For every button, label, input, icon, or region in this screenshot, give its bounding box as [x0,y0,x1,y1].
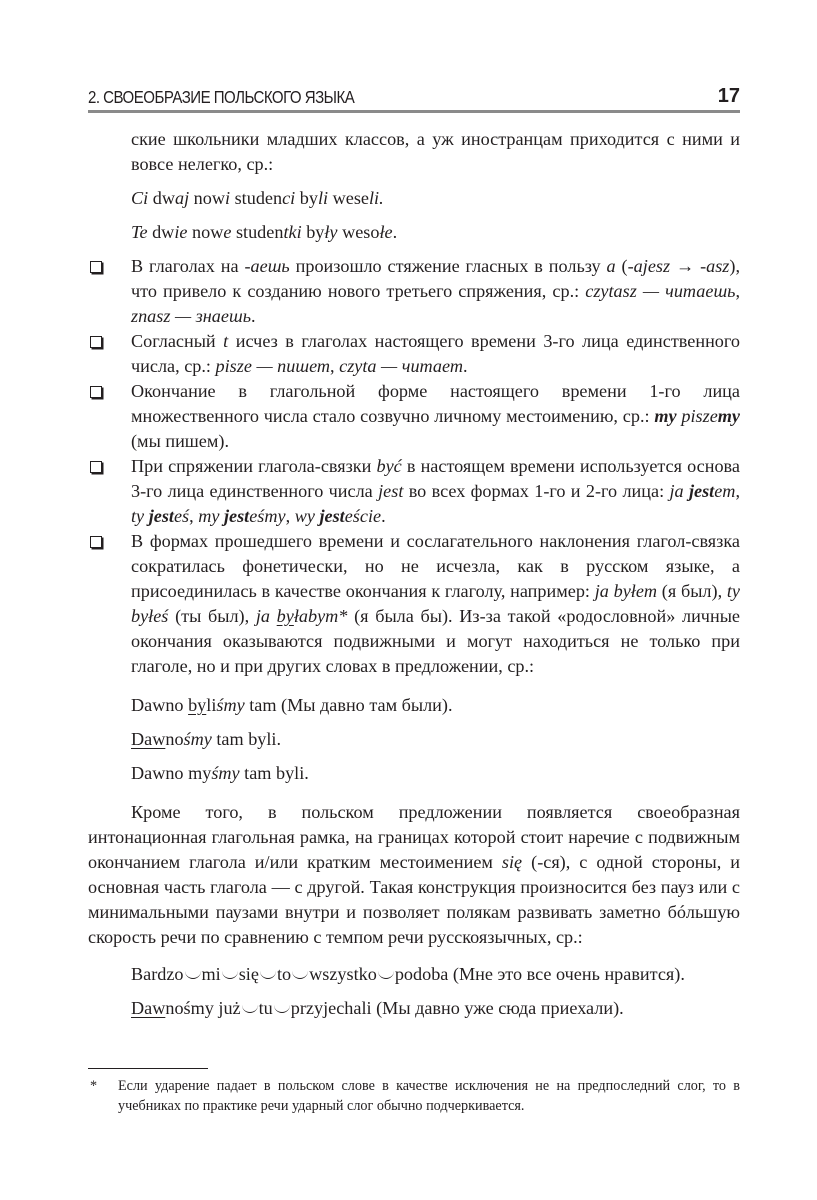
text-run: -ajesz → -asz [627,256,730,276]
example-sentence-feminine [88,220,740,245]
text-run: czytasz — читаешь [585,281,736,301]
text-run: by [276,606,294,626]
text-run: tki [283,222,302,242]
liaison-arc-icon [378,970,394,979]
page-body [88,127,740,1030]
text-run: my [717,406,741,426]
text-run: , [735,281,740,301]
text-run: jest [319,506,345,526]
text-run: by [301,222,325,242]
bullet-item [88,454,740,529]
text-run: pisze — пишет [215,356,331,376]
liaison-arc-icon [260,970,276,979]
text-run: by [295,188,318,208]
text-run: произошло стяжение гласных в пользу [289,256,607,276]
bullet-item [88,329,740,379]
text-run: aj [174,188,190,208]
footnote-marker: * [90,1078,98,1094]
checkbox-bullet-icon [90,261,102,273]
bullet-item [88,529,740,679]
text-run: Dawno [131,695,189,715]
text-run: Кроме того, в польском предложении появляется своеобразная интонационная глагольная рамка, на границах которой стоит наречие с подвижным окончанием глагола и/или кратким местоимением [88,802,740,872]
text-run: now [187,222,224,242]
text-run: weso [337,222,380,242]
text-run: ty [131,506,149,526]
text-run: eście [344,506,382,526]
text-run: em [714,481,736,501]
text-run: się [238,964,259,984]
text-run: , [735,481,740,501]
text-run: tam byli. [239,763,309,783]
text-run: pisze [676,406,718,426]
text-run: tam (Мы давно там были). [244,695,453,715]
checkbox-bullet-icon [90,536,102,548]
text-run: śmy [183,729,212,749]
chapter-title: 2. СВОЕОБРАЗИЕ ПОЛЬСКОГО ЯЗЫКА [88,87,355,107]
text-run: ja [255,606,277,626]
text-run: (я была бы). Из-за такой «родословной» личные окончания оказываются подвижными и могут находиться не только при глаголе, но и при других словах в предложении, ср.: [131,606,740,676]
text-run: eś [173,506,190,526]
page-number: 17 [717,85,740,107]
text-run: Окончание в глагольной форме настоящего времени 1-го лица множественного числа стало созвучно личному местоимению, ср.: [131,381,740,426]
text-run: . [381,506,386,526]
text-run: (я был), [657,581,727,601]
text-run: jest [148,506,174,526]
text-run: a [606,256,616,276]
text-run: my [198,506,224,526]
text-run: wy [294,506,320,526]
text-run: ci [282,188,296,208]
text-run: eśmy [249,506,286,526]
bullet-text [131,456,740,526]
text-run: . [250,306,256,326]
checkbox-bullet-icon [90,386,102,398]
text-run: się [501,852,523,872]
text-run: Daw [131,729,166,749]
text-run: by [188,695,207,715]
text-run: . [462,356,468,376]
text-run: В глаголах на [131,256,245,276]
text-run: , [285,506,295,526]
text-run: t [223,331,229,351]
example-line [88,727,740,752]
text-run: my [654,406,677,426]
bullet-item [88,379,740,454]
text-run: znasz — знаешь [131,306,251,326]
text-run: wszystko [309,964,377,984]
text-run: mi [201,964,221,984]
example-line-linked [88,996,740,1021]
text-run: wese [328,188,369,208]
text-run: во всех формах 1-го и 2-го лица: [403,481,670,501]
text-run: łe [379,222,393,242]
checkbox-bullet-icon [90,461,102,473]
bullet-text [131,331,740,376]
text-run: ły [324,222,338,242]
text-run: studen [231,222,284,242]
example-line [88,761,740,786]
text-run: czyta — читает [339,356,463,376]
text-run: исчез в глаголах настоящего времени 3-го лица единственного числа, ср.: [131,331,740,376]
bullet-text [131,531,740,676]
liaison-arc-icon [292,970,308,979]
bullet-list [88,254,740,679]
example-line [88,693,740,718]
text-run: При спряжении глагола-связки [131,456,377,476]
text-run: Согласный [131,331,224,351]
text-run: (ты был), [168,606,256,626]
running-header [88,86,740,113]
footnote-divider [88,1068,208,1069]
text-run: now [189,188,225,208]
example-sentence-masculine [88,186,740,211]
bullet-text [131,256,740,326]
text-run: to [276,964,292,984]
text-run: В формах прошедшего времени и сослагательного наклонения глагол-связка сократилась фонетически, но не исчезла, как в русском языке, а присоединилась в качестве окончания к глаголу, например: [131,531,740,601]
bullet-item [88,254,740,329]
checkbox-bullet-icon [90,336,102,348]
text-run: jest [378,481,404,501]
text-run: (-ся), с одной стороны, и основная часть глагола — с другой. Такая конструкция произносится без пауз или с минимальными паузами внутри и позволяет полякам развивать заметно бóльшую скорость речи по сравнению с темпом речи русскоязычных, ср.: [88,852,741,947]
liaison-arc-icon [242,1004,258,1013]
text-run: в настоящем времени используется основа 3-го лица единственного числа [131,456,740,501]
text-run: li [206,695,217,715]
text-run: (мы пишем). [131,431,229,451]
text-run: studen [230,188,283,208]
text-run: jest [223,506,250,526]
text-run: śmy [211,763,240,783]
footnote [88,1076,740,1116]
text-run: no [165,729,184,749]
text-run: nośmy już [165,998,241,1018]
text-run: , [330,356,340,376]
text-run: być [376,456,402,476]
text-run: Te [131,222,148,242]
text-run: -аешь [244,256,290,276]
text-run: . [392,222,398,242]
example-line-linked [88,962,740,987]
text-run: dw [148,188,175,208]
text-run: ), что привело к созданию нового третьего спряжения, ср.: [131,256,740,301]
body-paragraph [88,800,740,950]
text-run: , [189,506,199,526]
text-run: e [223,222,232,242]
bullet-text [131,381,740,451]
liaison-arc-icon [274,1004,290,1013]
text-run: dw [147,222,175,242]
text-run: ty byłeś [131,581,740,626]
text-run: Bardzo [131,964,184,984]
text-run: li. [369,188,384,208]
text-run: przyjechali (Мы давно уже сюда приехали). [290,998,624,1018]
liaison-arc-icon [185,970,201,979]
text-run: łabym* [293,606,348,626]
intro-paragraph: ские школьники младших классов, а уж иностранцам приходится с ними и вовсе нелегко, ср.: [131,129,740,174]
liaison-arc-icon [222,970,238,979]
text-run: Ci [131,188,149,208]
text-run: li [317,188,329,208]
footnote-text: Если ударение падает в польском слове в качестве исключения не на предпоследний слог, то в учебниках по практике речи ударный слог обычно подчеркивается. [118,1078,740,1114]
text-run: jest [688,481,715,501]
text-run: ja [669,481,689,501]
text-run: ie [174,222,188,242]
text-run: podoba (Мне это все очень нравится). [394,964,685,984]
text-run: tam byli. [211,729,282,749]
text-run: i [225,188,231,208]
text-run: ( [615,256,628,276]
text-run: Daw [131,998,166,1018]
text-run: Dawno my [131,763,212,783]
text-run: śmy [216,695,245,715]
text-run: tu [258,998,273,1018]
text-run: ja byłem [594,581,658,601]
